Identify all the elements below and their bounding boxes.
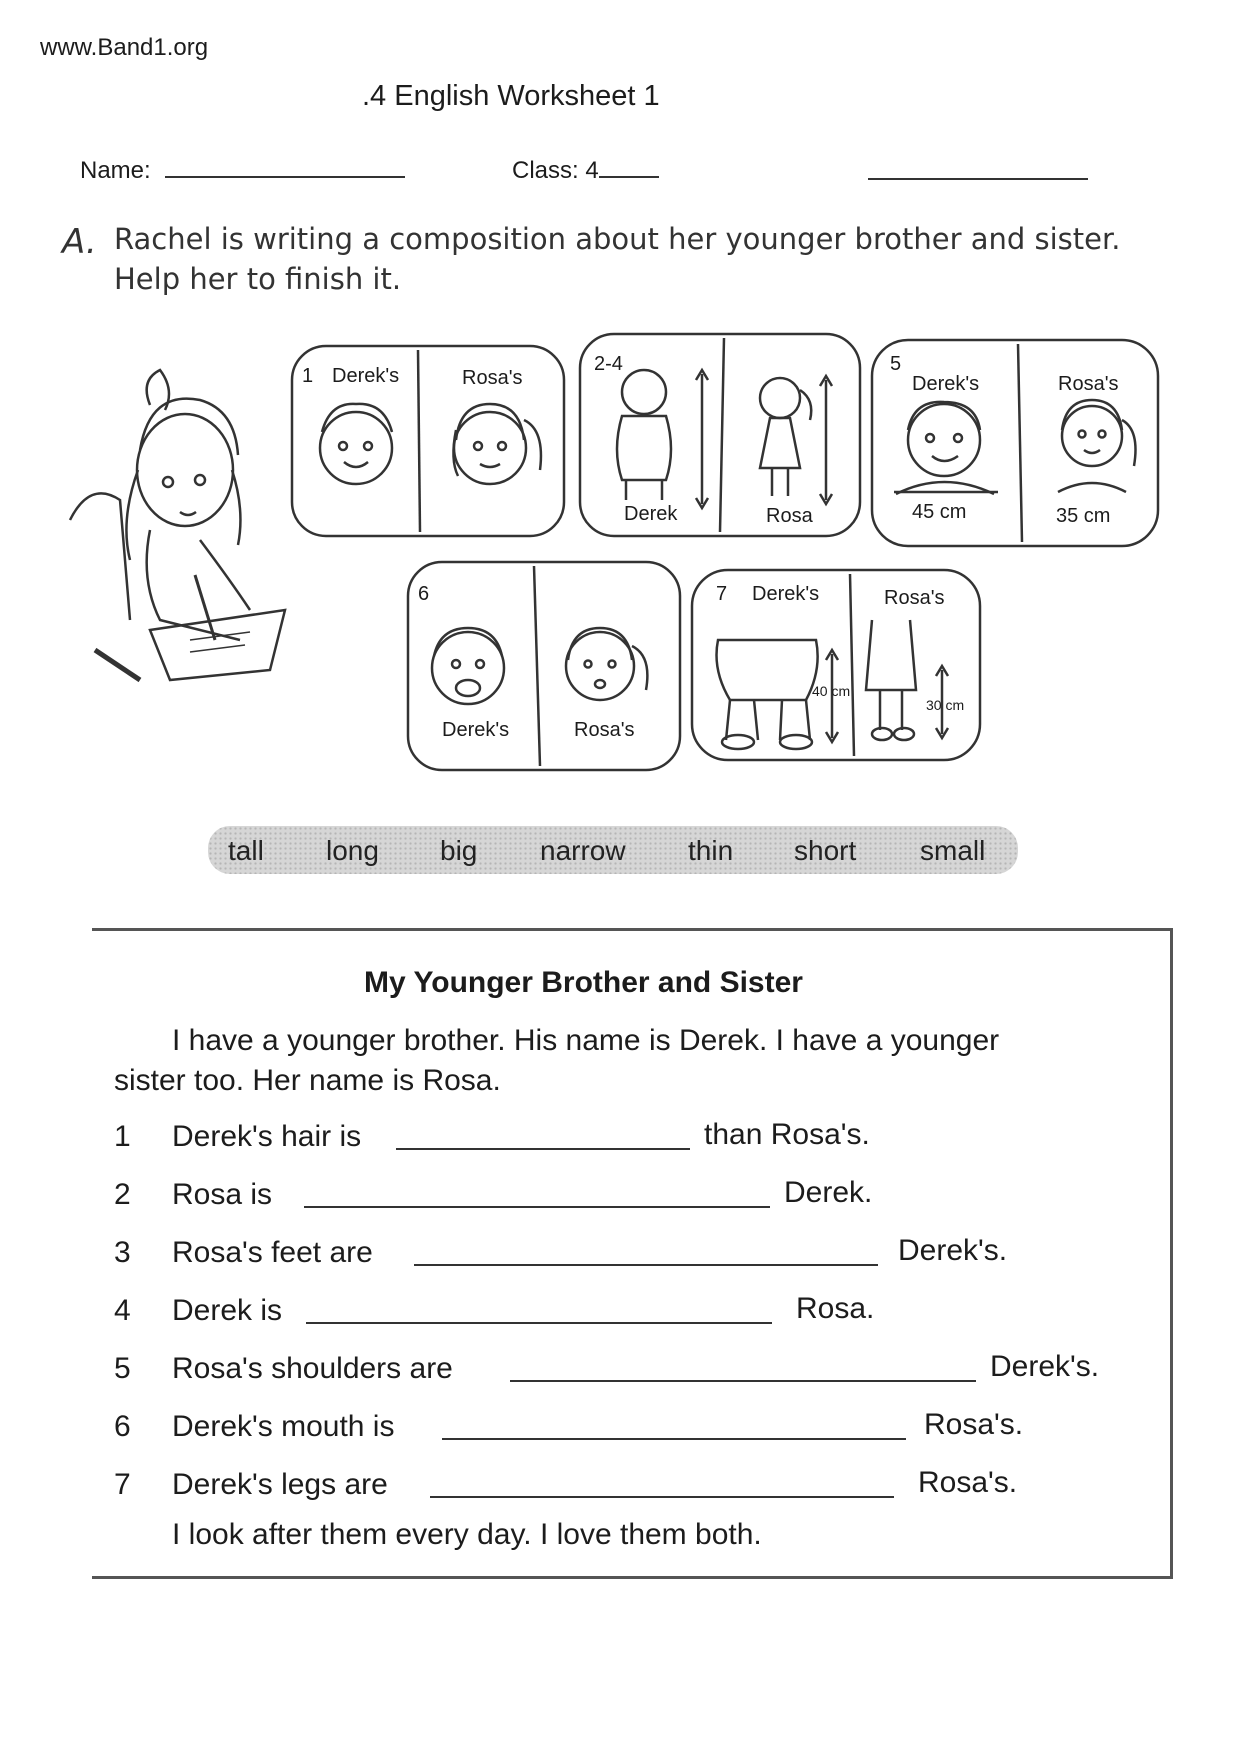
panel-1-left-label: Derek's <box>332 365 400 387</box>
composition-title: My Younger Brother and Sister <box>364 966 803 999</box>
question-number: 5 <box>114 1352 131 1385</box>
question-number: 7 <box>114 1468 131 1501</box>
question-text: Derek's. <box>990 1350 1100 1383</box>
panel-7-left-label: Derek's <box>752 583 820 605</box>
question-text: Rosa's. <box>924 1408 1024 1441</box>
question-text: Derek is <box>172 1294 283 1327</box>
word-bank-item: short <box>794 835 857 866</box>
answer-blank-4[interactable] <box>306 1322 772 1324</box>
intro-line-2: sister too. Her name is Rosa. <box>114 1064 501 1097</box>
panel-1-number: 1 <box>302 365 314 387</box>
panel-7-left-measure: 40 cm <box>812 683 851 699</box>
panel-2-4-left-label: Derek <box>624 503 678 525</box>
question-text: Derek's hair is <box>172 1120 362 1153</box>
question-text: Derek. <box>784 1176 873 1209</box>
panel-5-left-measure: 45 cm <box>912 501 967 523</box>
instruction-line-2: Help her to finish it. <box>114 262 402 296</box>
panel-2-4-number: 2-4 <box>594 353 623 375</box>
word-bank <box>208 826 1018 874</box>
site-url: www.Band1.org <box>40 34 209 61</box>
word-bank-item: small <box>920 835 986 866</box>
panel-7-number: 7 <box>716 583 728 605</box>
question-text: Rosa is <box>172 1178 273 1211</box>
answer-blank-2[interactable] <box>304 1206 770 1208</box>
word-bank-item: long <box>326 835 379 866</box>
question-text: than Rosa's. <box>704 1118 870 1151</box>
instruction-line-1: Rachel is writing a composition about her younger brother and sister. <box>114 222 1121 256</box>
question-text: Derek's mouth is <box>172 1410 395 1443</box>
word-bank-item: tall <box>228 835 264 866</box>
word-bank-item: narrow <box>540 835 626 866</box>
panel-5-right-label: Rosa's <box>1058 373 1119 395</box>
panel-5-right-measure: 35 cm <box>1056 505 1111 527</box>
question-text: Rosa's feet are <box>172 1236 373 1269</box>
panel-7-right-label: Rosa's <box>884 587 945 609</box>
panel-5-left-label: Derek's <box>912 373 980 395</box>
answer-blank-3[interactable] <box>414 1264 878 1266</box>
section-letter: A. <box>62 222 97 262</box>
closing-line: I look after them every day. I love them both. <box>172 1518 762 1551</box>
panel-1-right-label: Rosa's <box>462 367 523 389</box>
word-bank-item: thin <box>688 835 734 866</box>
word-bank-item: big <box>440 835 478 866</box>
answer-blank-5[interactable] <box>510 1380 976 1382</box>
panel-6-left-label: Derek's <box>442 719 510 741</box>
question-number: 1 <box>114 1120 131 1153</box>
question-number: 6 <box>114 1410 131 1443</box>
answer-blank-6[interactable] <box>442 1438 906 1440</box>
question-text: Derek's. <box>898 1234 1008 1267</box>
panel-5-number: 5 <box>890 353 902 375</box>
question-number: 2 <box>114 1178 131 1211</box>
question-number: 4 <box>114 1294 131 1327</box>
worksheet-title: .4 English Worksheet 1 <box>362 80 660 112</box>
panel-6-right-label: Rosa's <box>574 719 635 741</box>
name-label: Name: <box>80 157 151 184</box>
girl-writing-illustration <box>70 370 285 680</box>
panel-2-4-right-label: Rosa <box>766 505 813 527</box>
question-text: Derek's legs are <box>172 1468 388 1501</box>
class-label: Class: 4 <box>512 157 599 184</box>
question-text: Rosa. <box>796 1292 875 1325</box>
answer-blank-7[interactable] <box>430 1496 894 1498</box>
panel-6-number: 6 <box>418 583 430 605</box>
answer-blank-1[interactable] <box>396 1148 690 1150</box>
question-text: Rosa's shoulders are <box>172 1352 453 1385</box>
question-number: 3 <box>114 1236 131 1269</box>
intro-line-1: I have a younger brother. His name is Derek. I have a younger <box>172 1024 1000 1057</box>
question-text: Rosa's. <box>918 1466 1018 1499</box>
panel-7-right-measure: 30 cm <box>926 697 965 713</box>
